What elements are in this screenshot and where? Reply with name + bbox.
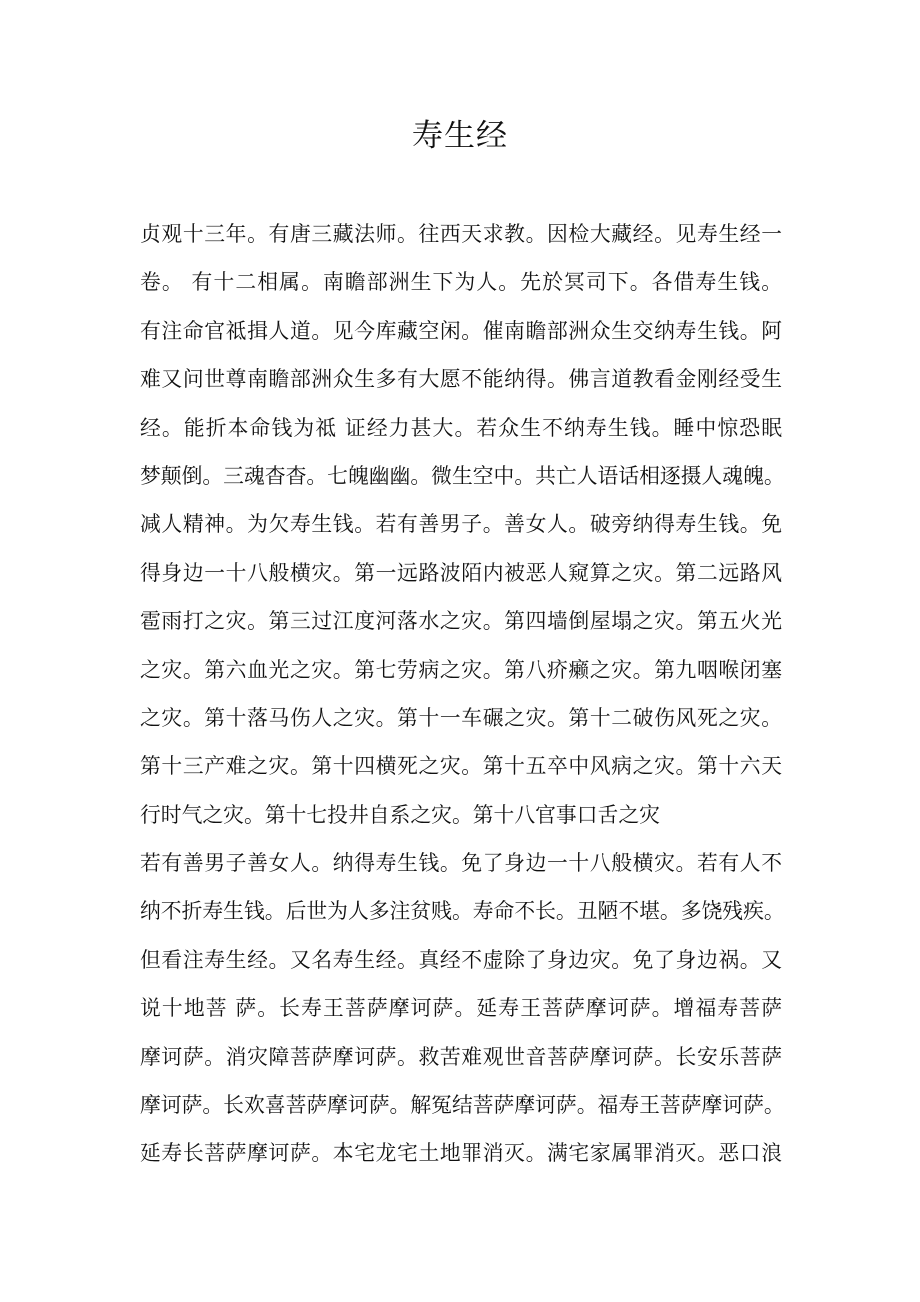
text-line: 经。能折本命钱为祗 证经力甚大。若众生不纳寿生钱。睡中惊恐眠	[140, 415, 782, 440]
text-line: 但看注寿生经。又名寿生经。真经不虚除了身边灾。免了身边祸。又	[140, 947, 782, 972]
text-line: 摩诃萨。长欢喜菩萨摩诃萨。解冤结菩萨摩诃萨。福寿王菩萨摩诃萨。	[140, 1093, 785, 1118]
text-line: 梦颠倒。三魂杳杳。七魄幽幽。微生空中。共亡人语话相逐摄人魂魄。	[140, 463, 785, 488]
text-line: 纳不折寿生钱。后世为人多注贫贱。寿命不长。丑陋不堪。多饶残疾。	[140, 899, 785, 924]
text-line: 卷。 有十二相属。南瞻部洲生下为人。先於冥司下。各借寿生钱。	[140, 270, 782, 295]
text-line: 说十地菩 萨。长寿王菩萨摩诃萨。延寿王菩萨摩诃萨。增福寿菩萨	[140, 996, 782, 1021]
text-line: 行时气之灾。第十七投井自系之灾。第十八官事口舌之灾	[140, 802, 660, 827]
text-line: 减人精神。为欠寿生钱。若有善男子。善女人。破旁纳得寿生钱。免	[140, 512, 782, 537]
text-line: 难又问世尊南瞻部洲众生多有大愿不能纳得。佛言道教看金刚经受生	[140, 367, 782, 392]
document-body	[140, 214, 785, 1182]
text-line: 之灾。第六血光之灾。第七劳病之灾。第八疥癞之灾。第九咽喉闭塞	[140, 657, 782, 682]
text-line: 若有善男子善女人。纳得寿生钱。免了身边一十八般横灾。若有人不	[140, 851, 782, 876]
document-title: 寿生经	[412, 118, 508, 154]
text-line: 雹雨打之灾。第三过江度河落水之灾。第四墙倒屋塌之灾。第五火光	[140, 609, 782, 634]
text-line: 得身边一十八般横灾。第一远路波陌内被恶人窥算之灾。第二远路风	[140, 560, 782, 585]
text-line: 有注命官祗揖人道。见今库藏空闲。催南瞻部洲众生交纳寿生钱。阿	[140, 318, 782, 343]
text-line: 摩诃萨。消灾障菩萨摩诃萨。救苦难观世音菩萨摩诃萨。长安乐菩萨	[140, 1044, 782, 1069]
text-line: 之灾。第十落马伤人之灾。第十一车碾之灾。第十二破伤风死之灾。	[140, 705, 782, 730]
text-line: 贞观十三年。有唐三藏法师。往西天求教。因检大藏经。见寿生经一	[140, 222, 782, 246]
text-line: 第十三产难之灾。第十四横死之灾。第十五卒中风病之灾。第十六天	[140, 754, 782, 779]
text-line: 延寿长菩萨摩诃萨。本宅龙宅土地罪消灭。满宅家属罪消灭。恶口浪	[140, 1141, 782, 1166]
